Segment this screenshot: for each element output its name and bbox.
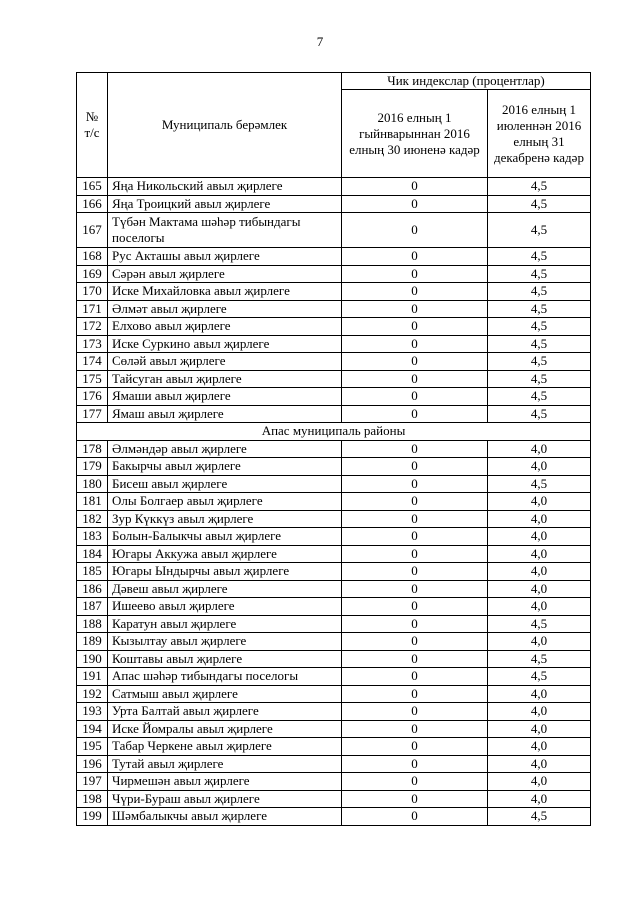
index-period-2: 4,0 [488, 580, 591, 598]
header-period-2: 2016 елның 1 июленнән 2016 елның 31 декабренә кадәр [488, 90, 591, 178]
table-row [77, 493, 591, 511]
section-row-group [77, 423, 591, 441]
municipality-name: Сатмыш авыл җирлеге [108, 685, 342, 703]
index-period-2: 4,5 [488, 808, 591, 826]
index-period-1: 0 [342, 370, 488, 388]
row-number: 181 [77, 493, 108, 511]
table-row [77, 213, 591, 248]
index-period-1: 0 [342, 720, 488, 738]
municipality-name: Ямаш авыл җирлеге [108, 405, 342, 423]
section-title: Апас муниципаль районы [77, 423, 591, 441]
index-period-1: 0 [342, 178, 488, 196]
index-period-1: 0 [342, 213, 488, 248]
index-table [76, 72, 591, 826]
index-period-2: 4,5 [488, 388, 591, 406]
municipality-name: Зур Күккүз авыл җирлеге [108, 510, 342, 528]
index-period-2: 4,0 [488, 633, 591, 651]
row-number: 167 [77, 213, 108, 248]
table-row [77, 283, 591, 301]
index-period-1: 0 [342, 335, 488, 353]
index-period-2: 4,0 [488, 528, 591, 546]
municipality-name: Урта Балтай авыл җирлеге [108, 703, 342, 721]
index-period-2: 4,5 [488, 353, 591, 371]
index-period-2: 4,0 [488, 738, 591, 756]
municipality-name: Иске Йомралы авыл җирлеге [108, 720, 342, 738]
table-row [77, 668, 591, 686]
index-period-1: 0 [342, 388, 488, 406]
table-row [77, 195, 591, 213]
table-row [77, 405, 591, 423]
municipality-name: Югары Ындырчы авыл җирлеге [108, 563, 342, 581]
index-period-1: 0 [342, 248, 488, 266]
municipality-name: Яңа Троицкий авыл җирлеге [108, 195, 342, 213]
municipality-name: Әлмәт авыл җирлеге [108, 300, 342, 318]
index-period-2: 4,0 [488, 510, 591, 528]
row-number: 168 [77, 248, 108, 266]
municipality-name: Болын-Балыкчы авыл җирлеге [108, 528, 342, 546]
index-period-2: 4,5 [488, 248, 591, 266]
index-period-2: 4,5 [488, 405, 591, 423]
table-row [77, 388, 591, 406]
municipality-name: Кызылтау авыл җирлеге [108, 633, 342, 651]
table-row [77, 720, 591, 738]
table-row [77, 790, 591, 808]
table-row [77, 178, 591, 196]
index-period-1: 0 [342, 738, 488, 756]
index-period-1: 0 [342, 528, 488, 546]
municipality-name: Бакырчы авыл җирлеге [108, 458, 342, 476]
index-period-2: 4,0 [488, 458, 591, 476]
table-row [77, 318, 591, 336]
index-period-1: 0 [342, 283, 488, 301]
row-number: 165 [77, 178, 108, 196]
index-period-2: 4,5 [488, 615, 591, 633]
index-period-2: 4,0 [488, 598, 591, 616]
row-number: 169 [77, 265, 108, 283]
row-number: 196 [77, 755, 108, 773]
index-period-2: 4,5 [488, 668, 591, 686]
header-municipality: Муниципаль берәмлек [108, 73, 342, 178]
table-row [77, 370, 591, 388]
municipality-name: Елхово авыл җирлеге [108, 318, 342, 336]
index-period-1: 0 [342, 755, 488, 773]
table-row [77, 755, 591, 773]
municipality-name: Иске Суркино авыл җирлеге [108, 335, 342, 353]
index-period-1: 0 [342, 563, 488, 581]
index-period-1: 0 [342, 405, 488, 423]
municipality-name: Чүри-Бураш авыл җирлеге [108, 790, 342, 808]
row-number: 179 [77, 458, 108, 476]
index-period-1: 0 [342, 808, 488, 826]
table-row [77, 265, 591, 283]
municipality-name: Ямаши авыл җирлеге [108, 388, 342, 406]
row-number: 185 [77, 563, 108, 581]
section-row [77, 423, 591, 441]
row-number: 197 [77, 773, 108, 791]
row-number: 186 [77, 580, 108, 598]
table-row [77, 475, 591, 493]
table-row [77, 598, 591, 616]
municipality-name: Олы Болгаер авыл җирлеге [108, 493, 342, 511]
table-row [77, 738, 591, 756]
table-row [77, 615, 591, 633]
index-period-1: 0 [342, 545, 488, 563]
index-period-2: 4,0 [488, 493, 591, 511]
table-row [77, 545, 591, 563]
row-number: 189 [77, 633, 108, 651]
row-number: 198 [77, 790, 108, 808]
table-row [77, 580, 591, 598]
header-limit-indices: Чик индекслар (процентлар) [342, 73, 591, 90]
row-number: 199 [77, 808, 108, 826]
index-period-2: 4,5 [488, 318, 591, 336]
row-number: 171 [77, 300, 108, 318]
index-period-2: 4,5 [488, 195, 591, 213]
index-period-1: 0 [342, 633, 488, 651]
row-number: 187 [77, 598, 108, 616]
row-number: 183 [77, 528, 108, 546]
municipality-name: Бисеш авыл җирлеге [108, 475, 342, 493]
table-row [77, 458, 591, 476]
row-number: 166 [77, 195, 108, 213]
row-number: 192 [77, 685, 108, 703]
index-period-1: 0 [342, 790, 488, 808]
index-period-1: 0 [342, 493, 488, 511]
table-row [77, 563, 591, 581]
municipality-name: Яңа Никольский авыл җирлеге [108, 178, 342, 196]
municipality-name: Сөләй авыл җирлеге [108, 353, 342, 371]
index-period-1: 0 [342, 440, 488, 458]
header-period-1: 2016 елның 1 гыйнварыннан 2016 елның 30 июненә кадәр [342, 90, 488, 178]
municipality-name: Каратун авыл җирлеге [108, 615, 342, 633]
municipality-name: Шәмбалыкчы авыл җирлеге [108, 808, 342, 826]
index-period-1: 0 [342, 265, 488, 283]
table-row [77, 440, 591, 458]
index-period-1: 0 [342, 668, 488, 686]
row-number: 193 [77, 703, 108, 721]
municipality-name: Рус Акташы авыл җирлеге [108, 248, 342, 266]
index-period-2: 4,0 [488, 685, 591, 703]
page-number: 7 [316, 34, 324, 49]
index-period-2: 4,0 [488, 790, 591, 808]
index-period-2: 4,5 [488, 283, 591, 301]
table-row [77, 335, 591, 353]
row-number: 194 [77, 720, 108, 738]
row-number: 177 [77, 405, 108, 423]
table-row [77, 633, 591, 651]
index-period-2: 4,0 [488, 755, 591, 773]
table-row [77, 353, 591, 371]
index-period-2: 4,0 [488, 440, 591, 458]
table-row [77, 773, 591, 791]
index-period-2: 4,5 [488, 650, 591, 668]
index-period-2: 4,5 [488, 300, 591, 318]
index-period-1: 0 [342, 685, 488, 703]
index-period-1: 0 [342, 300, 488, 318]
row-number: 180 [77, 475, 108, 493]
index-period-2: 4,0 [488, 563, 591, 581]
row-number: 170 [77, 283, 108, 301]
municipality-name: Иске Михайловка авыл җирлеге [108, 283, 342, 301]
index-period-1: 0 [342, 510, 488, 528]
index-period-2: 4,5 [488, 475, 591, 493]
index-period-1: 0 [342, 475, 488, 493]
table-row [77, 300, 591, 318]
table-row [77, 248, 591, 266]
index-period-1: 0 [342, 353, 488, 371]
index-period-1: 0 [342, 703, 488, 721]
index-period-1: 0 [342, 580, 488, 598]
table-row [77, 650, 591, 668]
row-number: 195 [77, 738, 108, 756]
municipality-name: Апас шәһәр тибындагы поселогы [108, 668, 342, 686]
row-number: 190 [77, 650, 108, 668]
row-number: 188 [77, 615, 108, 633]
index-period-1: 0 [342, 598, 488, 616]
row-number: 176 [77, 388, 108, 406]
row-number: 191 [77, 668, 108, 686]
municipality-name: Югары Аккужа авыл җирлеге [108, 545, 342, 563]
table-body-part-2 [77, 440, 591, 825]
municipality-name: Ишеево авыл җирлеге [108, 598, 342, 616]
index-period-2: 4,5 [488, 178, 591, 196]
table-row [77, 808, 591, 826]
index-period-1: 0 [342, 650, 488, 668]
row-number: 172 [77, 318, 108, 336]
index-period-2: 4,0 [488, 720, 591, 738]
row-number: 173 [77, 335, 108, 353]
municipality-name: Әлмәндәр авыл җирлеге [108, 440, 342, 458]
index-period-2: 4,0 [488, 545, 591, 563]
row-number: 182 [77, 510, 108, 528]
municipality-name: Тутай авыл җирлеге [108, 755, 342, 773]
row-number: 178 [77, 440, 108, 458]
table-row [77, 703, 591, 721]
municipality-name: Дәвеш авыл җирлеге [108, 580, 342, 598]
index-period-2: 4,5 [488, 265, 591, 283]
index-period-1: 0 [342, 773, 488, 791]
municipality-name: Түбән Мактама шәһәр тибындагы поселогы [108, 213, 342, 248]
table-row [77, 510, 591, 528]
municipality-name: Сәрән авыл җирлеге [108, 265, 342, 283]
table-row [77, 685, 591, 703]
row-number: 184 [77, 545, 108, 563]
table-body-part-1 [77, 178, 591, 423]
row-number: 174 [77, 353, 108, 371]
index-period-2: 4,5 [488, 213, 591, 248]
index-period-1: 0 [342, 318, 488, 336]
index-period-2: 4,0 [488, 703, 591, 721]
index-period-2: 4,0 [488, 773, 591, 791]
header-number: № т/с [77, 73, 108, 178]
table-row [77, 528, 591, 546]
municipality-name: Тайсуган авыл җирлеге [108, 370, 342, 388]
index-period-2: 4,5 [488, 370, 591, 388]
municipality-name: Коштавы авыл җирлеге [108, 650, 342, 668]
municipality-name: Табар Черкене авыл җирлеге [108, 738, 342, 756]
table-header [77, 73, 591, 178]
index-period-1: 0 [342, 615, 488, 633]
index-period-2: 4,5 [488, 335, 591, 353]
index-period-1: 0 [342, 458, 488, 476]
row-number: 175 [77, 370, 108, 388]
index-period-1: 0 [342, 195, 488, 213]
municipality-name: Чирмешән авыл җирлеге [108, 773, 342, 791]
